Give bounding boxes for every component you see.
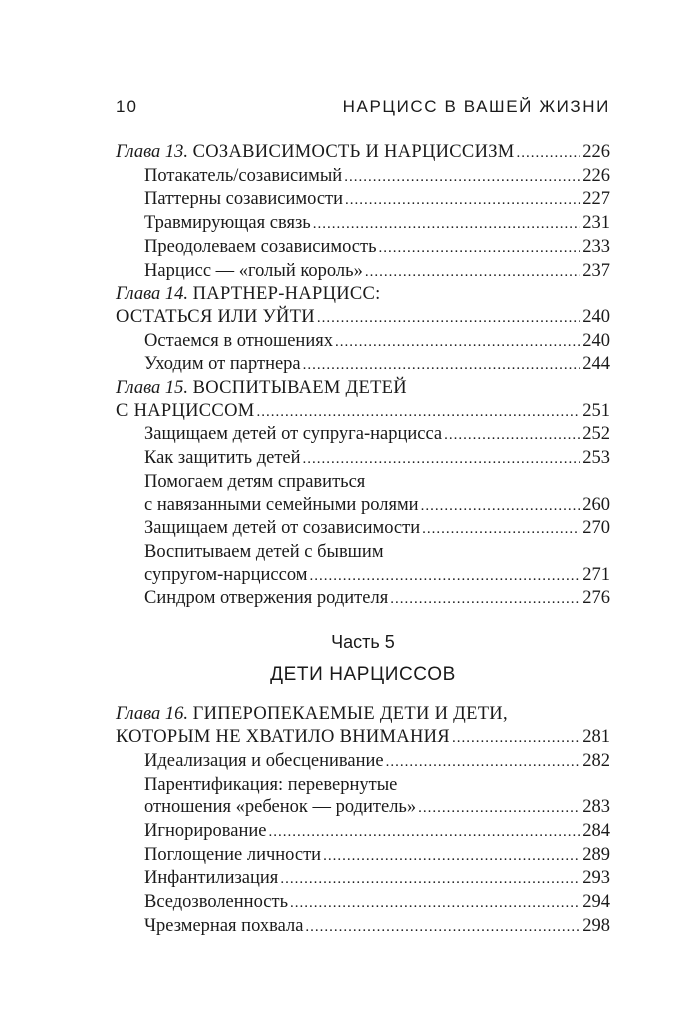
dot-leader (452, 727, 580, 750)
chapter-title: ГИПЕРОПЕКАЕМЫЕ ДЕТИ И ДЕТИ, (192, 704, 508, 725)
section-title: Синдром отвержения родителя (144, 588, 389, 609)
toc-section (116, 867, 610, 891)
page-ref: 240 (582, 306, 610, 327)
toc-chapter-14-line2 (116, 306, 610, 330)
dot-leader (256, 401, 580, 424)
page-number: 10 (116, 97, 137, 116)
dot-leader (290, 892, 580, 915)
toc-chapter-16-line2 (116, 726, 610, 750)
section-title: Игнорирование (144, 820, 267, 841)
running-title: НАРЦИСС В ВАШЕЙ ЖИЗНИ (342, 97, 610, 116)
section-title: Паттерны созависимости (144, 189, 344, 210)
dot-leader (309, 565, 580, 588)
toc-chapter-15-line2 (116, 400, 610, 424)
chapter-label: Глава 13. (116, 142, 188, 162)
dot-leader (390, 588, 580, 611)
chapter-label: Глава 15. (116, 378, 188, 399)
chapter-title: КОТОРЫМ НЕ ХВАТИЛО ВНИМАНИЯ (116, 727, 450, 748)
chapter-label: Глава 16. (116, 704, 188, 725)
section-title: Как защитить детей (144, 448, 301, 469)
dot-leader (422, 518, 580, 541)
toc-section (116, 820, 610, 844)
toc-chapter-16-line1 (116, 703, 610, 726)
toc-section-line2 (116, 796, 610, 820)
section-title: Поглощение личности (144, 844, 322, 865)
toc-section (116, 353, 610, 377)
dot-leader (305, 916, 580, 939)
toc-section-line1 (116, 471, 610, 494)
toc-section (116, 750, 610, 774)
toc-section (116, 587, 610, 611)
section-title: Парентификация: перевернутые (144, 774, 398, 795)
dot-leader (280, 868, 580, 891)
section-title: Идеализация и обесценивание (144, 750, 384, 771)
toc-section (116, 236, 610, 260)
dot-leader (303, 448, 581, 471)
toc-chapter-15-line1 (116, 377, 610, 400)
page-ref: 289 (582, 844, 610, 865)
table-of-contents (116, 141, 610, 939)
dot-leader (386, 751, 581, 774)
toc-section (116, 915, 610, 939)
page-ref: 226 (582, 142, 610, 162)
toc-chapter-13 (116, 141, 610, 165)
part-heading (116, 631, 610, 686)
toc-section (116, 517, 610, 541)
section-title: Преодолеваем созависимость (144, 236, 377, 257)
section-title: Воспитываем детей с бывшим (144, 541, 384, 562)
toc-section (116, 447, 610, 471)
toc-section-line1 (116, 541, 610, 564)
dot-leader (345, 189, 580, 212)
toc-section (116, 423, 610, 447)
dot-leader (444, 424, 580, 447)
section-title: Уходим от партнера (144, 354, 301, 375)
page-ref: 281 (582, 727, 610, 748)
section-title: отношения «ребенок — родитель» (144, 797, 417, 818)
section-title: Защищаем детей от созависимости (144, 518, 421, 539)
chapter-title: ПАРТНЕР-НАРЦИСС: (192, 284, 381, 305)
section-title: Вседозволенность (144, 892, 289, 913)
page-ref: 226 (582, 165, 610, 186)
part-title: ДЕТИ НАРЦИССОВ (270, 663, 456, 685)
dot-leader (323, 845, 580, 868)
toc-section (116, 212, 610, 236)
dot-leader (379, 237, 581, 260)
dot-leader (268, 821, 580, 844)
page-ref: 282 (582, 750, 610, 771)
dot-leader (517, 142, 581, 165)
dot-leader (335, 331, 580, 354)
page-ref: 271 (582, 564, 610, 585)
section-title: Потакатель/созависимый (144, 165, 343, 186)
section-title: Инфантилизация (144, 868, 279, 889)
page-ref: 253 (582, 448, 610, 469)
toc-section (116, 165, 610, 189)
page-ref: 284 (582, 820, 610, 841)
toc-section (116, 844, 610, 868)
section-title: Чрезмерная похвала (144, 915, 304, 936)
toc-section (116, 188, 610, 212)
toc-section-line2 (116, 494, 610, 518)
section-title: Остаемся в отношениях (144, 330, 333, 351)
page-ref: 233 (582, 236, 610, 257)
section-title: Нарцисс — «голый король» (144, 260, 363, 281)
section-title: Защищаем детей от супруга-нарцисса (144, 424, 443, 445)
part-number: Часть 5 (331, 632, 395, 653)
chapter-title: ОСТАТЬСЯ ИЛИ УЙТИ (116, 306, 315, 327)
toc-section (116, 330, 610, 354)
dot-leader (313, 213, 581, 236)
page-ref: 270 (582, 518, 610, 539)
chapter-title: СОЗАВИСИМОСТЬ И НАРЦИССИЗМ (192, 142, 515, 162)
toc-section-line2 (116, 564, 610, 588)
dot-leader (303, 354, 581, 377)
toc-section (116, 260, 610, 284)
page-ref: 252 (582, 424, 610, 445)
page-ref: 294 (582, 892, 610, 913)
chapter-label: Глава 14. (116, 284, 188, 305)
dot-leader (365, 261, 580, 284)
page-ref: 240 (582, 330, 610, 351)
dot-leader (418, 797, 580, 820)
section-title: Помогаем детям справиться (144, 471, 366, 492)
page-ref: 251 (582, 400, 610, 421)
page-ref: 237 (582, 260, 610, 281)
dot-leader (317, 307, 580, 330)
toc-chapter-14-line1 (116, 283, 610, 306)
page-ref: 293 (582, 868, 610, 889)
dot-leader (421, 495, 581, 518)
page-ref: 244 (582, 354, 610, 375)
page-ref: 260 (582, 494, 610, 515)
section-title: с навязанными семейными ролями (144, 494, 419, 515)
chapter-title: С НАРЦИССОМ (116, 400, 255, 421)
page-ref: 227 (582, 189, 610, 210)
page-ref: 276 (582, 588, 610, 609)
page-ref: 298 (582, 915, 610, 936)
toc-section (116, 891, 610, 915)
chapter-title: ВОСПИТЫВАЕМ ДЕТЕЙ (192, 378, 407, 399)
section-title: Травмирующая связь (144, 213, 311, 234)
page-ref: 231 (582, 213, 610, 234)
toc-section-line1 (116, 774, 610, 797)
page-ref: 283 (582, 797, 610, 818)
dot-leader (344, 166, 580, 189)
section-title: супругом-нарциссом (144, 564, 308, 585)
